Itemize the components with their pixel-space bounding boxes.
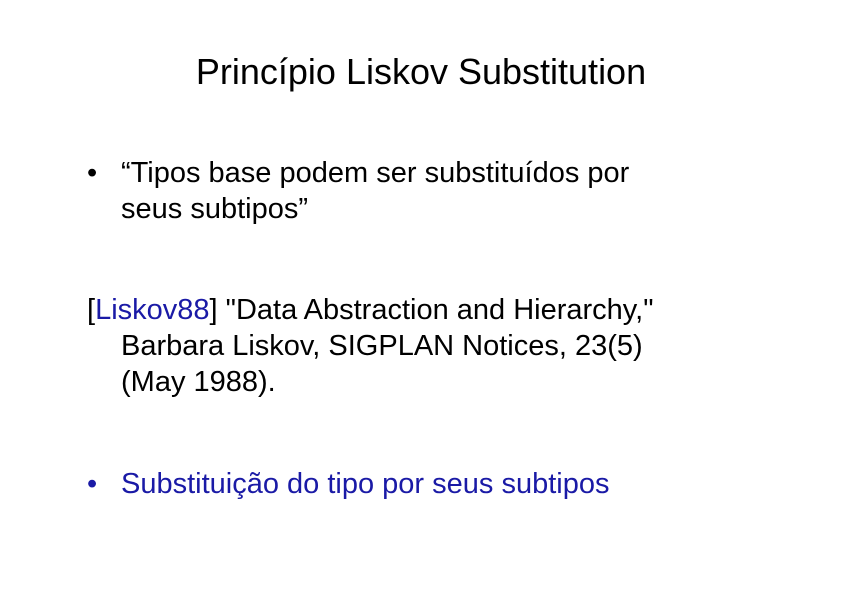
reference-link-liskov88[interactable]: Liskov88 [95,294,210,326]
quote-bullet [87,155,787,227]
slide-title: Princípio Liskov Substitution [195,51,647,92]
reference-citation [87,292,787,400]
reference-title: ] "Data Abstraction and Hierarchy," [209,294,654,326]
bullet-icon: • [87,468,98,500]
reference-line-1 [87,292,787,328]
bullet-icon: • [87,157,98,189]
quote-line-1: “Tipos base podem ser substituídos por [121,157,630,189]
reference-line-2: Barbara Liskov, SIGPLAN Notices, 23(5) [121,330,643,362]
substitution-bullet [87,466,787,502]
quote-line-2: seus subtipos” [121,193,308,225]
substitution-link[interactable]: Substituição do tipo por seus subtipos [121,468,610,500]
reference-open-bracket: [ [87,294,96,326]
reference-line-3: (May 1988). [121,366,276,398]
